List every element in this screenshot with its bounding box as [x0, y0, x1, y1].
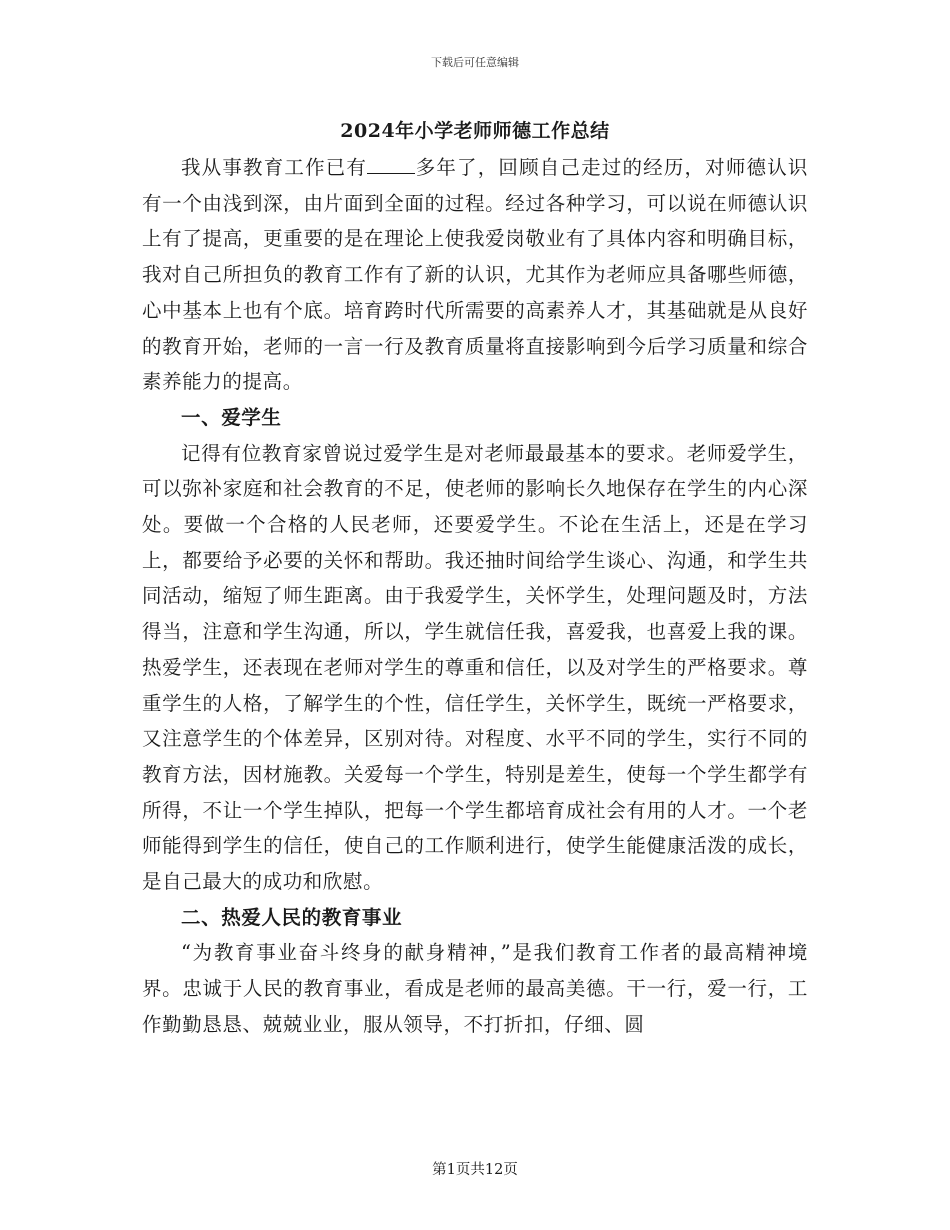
- document-body: [142, 150, 808, 1043]
- section-heading-love-education: 二、热爱人民的教育事业: [181, 905, 403, 929]
- years-blank-field: [367, 155, 415, 174]
- header-note: 下载后可任意编辑: [431, 56, 519, 69]
- intro-text-rest: 多年了，回顾自己走过的经历，对师德认识有一个由浅到深，由片面到全面的过程。经过各种学习，可以说在师德认识上有了提高，更重要的是在理论上使我爱岗敬业有了具体内容和明确目标，我对自己所担负的教育工作有了新的认识，尤其作为老师应具备哪些师德，心中基本上也有个底。培育跨时代所需要的高素养人才，其基础就是从良好的教育开始，老师的一言一行及教育质量将直接影响到今后学习质量和综合素养能力的提高。: [142, 156, 808, 394]
- section-body-love-education: “为教育事业奋斗终身的献身精神，”是我们教育工作者的最高精神境界。忠诚于人民的教育事业，看成是老师的最高美德。干一行，爱一行，工作勤勤恳恳、兢兢业业，服从领导，不打折扣，仔细、圆: [142, 941, 808, 1036]
- intro-text-start: 我从事教育工作已有: [181, 156, 368, 179]
- document-title: 2024年小学老师师德工作总结: [340, 120, 610, 142]
- intro-paragraph: [142, 150, 808, 400]
- section-heading-love-students: 一、爱学生: [181, 405, 282, 429]
- section-body-love-students: 记得有位教育家曾说过爱学生是对老师最最基本的要求。老师爱学生，可以弥补家庭和社会教育的不足，使老师的影响长久地保存在学生的内心深处。要做一个合格的人民老师，还要爱学生。不论在生活上，还是在学习上，都要给予必要的关怀和帮助。我还抽时间给学生谈心、沟通，和学生共同活动，缩短了师生距离。由于我爱学生，关怀学生，处理问题及时，方法得当，注意和学生沟通，所以，学生就信任我，喜爱我，也喜爱上我的课。热爱学生，还表现在老师对学生的尊重和信任，以及对学生的严格要求。尊重学生的人格，了解学生的个性，信任学生，关怀学生，既统一严格要求，又注意学生的个体差异，区别对待。对程度、水平不同的学生，实行不同的教育方法，因材施教。关爱每一个学生，特别是差生，使每一个学生都学有所得，不让一个学生掉队，把每一个学生都培育成社会有用的人才。一个老师能得到学生的信任，使自己的工作顺利进行，使学生能健康活泼的成长，是自己最大的成功和欣慰。: [142, 441, 808, 894]
- page-number: 第1页共12页: [432, 1162, 518, 1178]
